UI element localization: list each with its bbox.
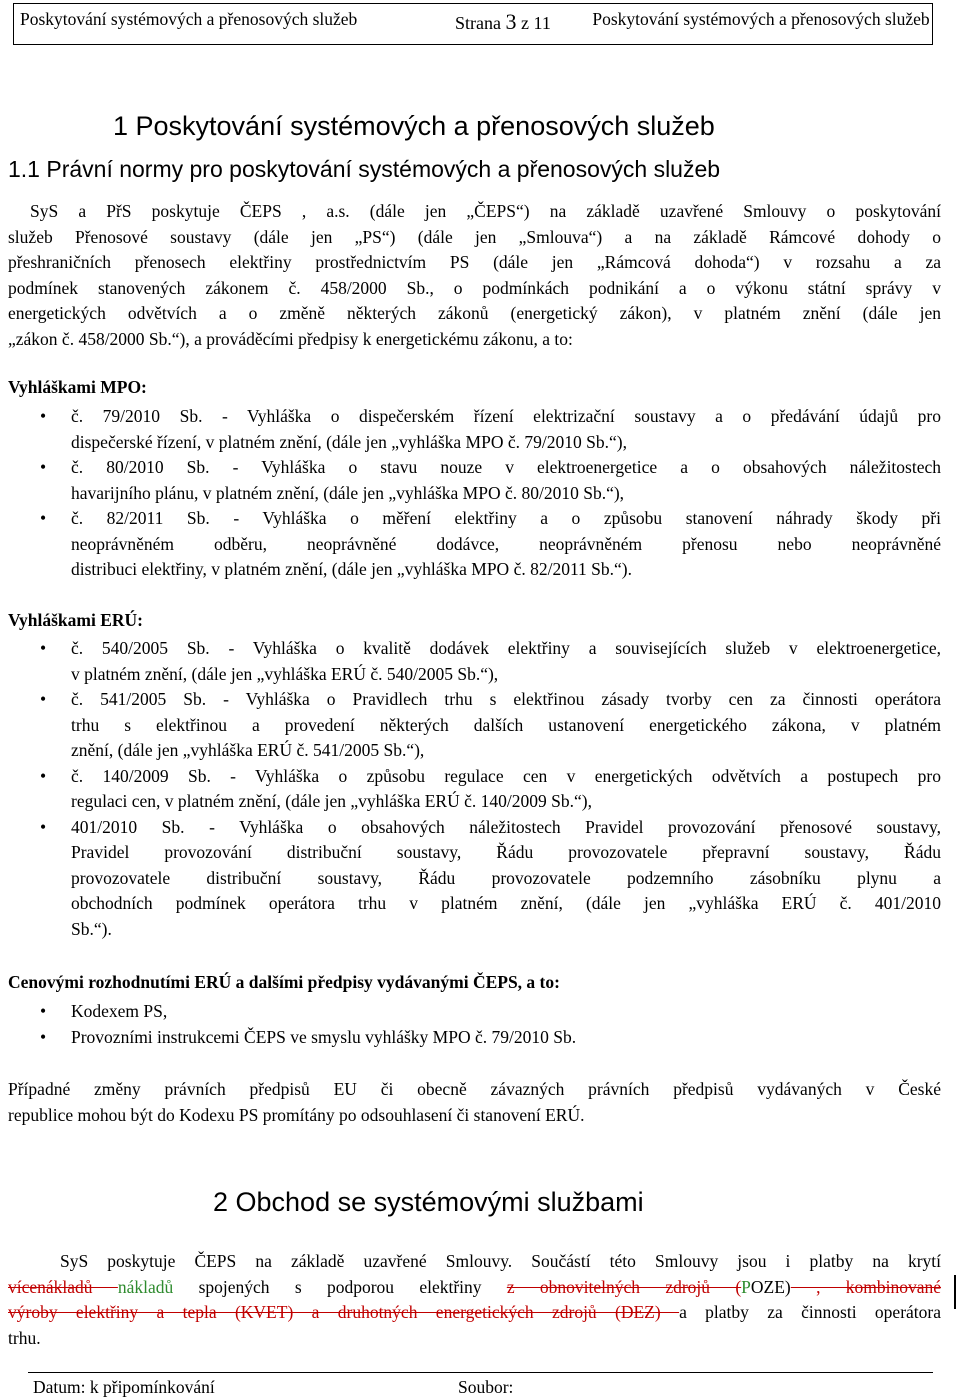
list-item: • č. 82/2011 Sb. - Vyhláška o měření elektřiny a o způsobu stanovení náhrady škody při neoprávněném odběru, neoprávněné dodávce, neoprávněném přenosu nebo neoprávněné distribuci elektřiny, v platném znění, (dále jen „vyhláška MPO č. 82/2011 Sb.“). xyxy=(40,508,941,579)
deleted-text: vícenákladů xyxy=(8,1276,118,1297)
obchod-paragraph: SyS poskytuje ČEPS na základě uzavřené Smlouvy. Součástí této Smlouvy jsou i platby na krytí vícenákladů nákladů spojených s podporou elektřiny z obnovitelných zdrojů (POZE) , kombinované výroby elektřiny a tepla (KVET) a druhotných energetických zdrojů (DEZ) a platby za činnosti operátora trhu. xyxy=(8,1251,942,1348)
deleted-text: z obnovitelných zdrojů ( xyxy=(506,1276,742,1297)
footer-rule xyxy=(28,1372,933,1373)
header-left-title: Poskytování systémových a přenosových služeb xyxy=(20,9,358,29)
list-item: • č. 80/2010 Sb. - Vyhláška o stavu nouze v elektroenergetice a o obsahových náležitostech havarijního plánu, v platném znění, (dále jen „vyhláška MPO č. 80/2010 Sb.“), xyxy=(40,457,941,503)
list-item: • Kodexem PS, xyxy=(40,1001,168,1021)
ceps-label: Cenovými rozhodnutími ERÚ a dalšími předpisy vydávanými ČEPS, a to: xyxy=(8,972,560,992)
heading-1-1: 1.1 Právní normy pro poskytování systémových a přenosových služeb xyxy=(8,156,721,182)
tracked-changes-line: vícenákladů nákladů spojených s podporou elektřiny z obnovitelných zdrojů (POZE) , kombinované xyxy=(8,1276,942,1297)
intro-paragraph: SyS a PřS poskytuje ČEPS , a.s. (dále jen „ČEPS“) na základě uzavřené Smlouvy o poskytování služeb Přenosové soustavy (dále jen „PS“) (dále jen „Smlouva“) a na základě Rámcové dohody o přeshraničních přenosech elektřiny prostřednictvím PS (dále jen „Rámcová dohoda“) v rozsahu a za podmínek stanovených zákonem č. 458/2000 Sb., o podmínkách podnikání a o výkonu státní správy v energetických odvětvích a o změně některých zákonů (energetický zákon), v platném znění (dále jen „zákon č. 458/2000 Sb.“), a prováděcími předpisy k energetickému zákonu, a to: xyxy=(8,201,941,349)
list-item: • 401/2010 Sb. - Vyhláška o obsahových náležitostech Pravidel provozování přenosové soustavy, Pravidel provozování distribuční soustavy, Řádu provozovatele přepravní soustavy, Řádu provozovatele distribuční soustavy, Řádu provozovatele podzemního zásobníku plynu a obchodních podmínek operátora trhu v platném znění, (dále jen „vyhláška ERÚ č. 401/2010 Sb.“). xyxy=(40,816,941,939)
eru-list xyxy=(0,636,941,942)
list-item: • Provozními instrukcemi ČEPS ve smyslu vyhlášky MPO č. 79/2010 Sb. xyxy=(40,1026,577,1047)
ceps-list xyxy=(0,999,941,1050)
deleted-text: , kombinované xyxy=(790,1276,942,1297)
heading-2: 2 Obchod se systémovými službami xyxy=(213,1187,644,1217)
inserted-text: P xyxy=(741,1276,751,1297)
list-item: • č. 140/2009 Sb. - Vyhláška o způsobu regulace cen v energetických odvětvích a postupech pro regulaci cen, v platném znění, (dále jen „vyhláška ERÚ č. 140/2009 Sb.“), xyxy=(40,765,941,811)
eru-label: Vyhláškami ERÚ: xyxy=(8,610,144,630)
header-page-number: Strana 3 z 11 xyxy=(455,9,551,34)
mpo-label: Vyhláškami MPO: xyxy=(8,377,147,397)
change-bar xyxy=(954,1275,956,1309)
header-right-title: Poskytování systémových a přenosových služeb xyxy=(592,9,930,29)
footer-date: Datum: k připomínkování xyxy=(33,1377,215,1397)
mpo-list xyxy=(0,404,941,583)
footer-file: Soubor: xyxy=(458,1377,514,1397)
list-item: • č. 79/2010 Sb. - Vyhláška o dispečerském řízení elektrizační soustavy a o předávání údajů pro dispečerské řízení, v platném znění, (dále jen „vyhláška MPO č. 79/2010 Sb.“), xyxy=(40,406,941,452)
eu-paragraph: Případné změny právních předpisů EU či obecně závazných právních předpisů vydávaných v České republice mohou být do Kodexu PS promítány po odsouhlasení či stanovení ERÚ. xyxy=(8,1079,941,1125)
inserted-text: nákladů xyxy=(117,1276,174,1297)
deleted-text: výroby elektřiny a tepla (KVET) a druhotných energetických zdrojů (DEZ) xyxy=(8,1302,680,1322)
page-header xyxy=(13,3,933,45)
heading-1: 1 Poskytování systémových a přenosových služeb xyxy=(113,111,715,141)
list-item: • č. 541/2005 Sb. - Vyhláška o Pravidlech trhu s elektřinou zásady tvorby cen za činnosti operátora trhu s elektřinou a provedení některých dalších ustanovení energetického zákona, v platném znění, (dále jen „vyhláška ERÚ č. 541/2005 Sb.“), xyxy=(40,689,941,760)
list-item: • č. 540/2005 Sb. - Vyhláška o kvalitě dodávek elektřiny a souvisejících služeb v elektroenergetice, v platném znění, (dále jen „vyhláška ERÚ č. 540/2005 Sb.“), xyxy=(40,638,941,684)
